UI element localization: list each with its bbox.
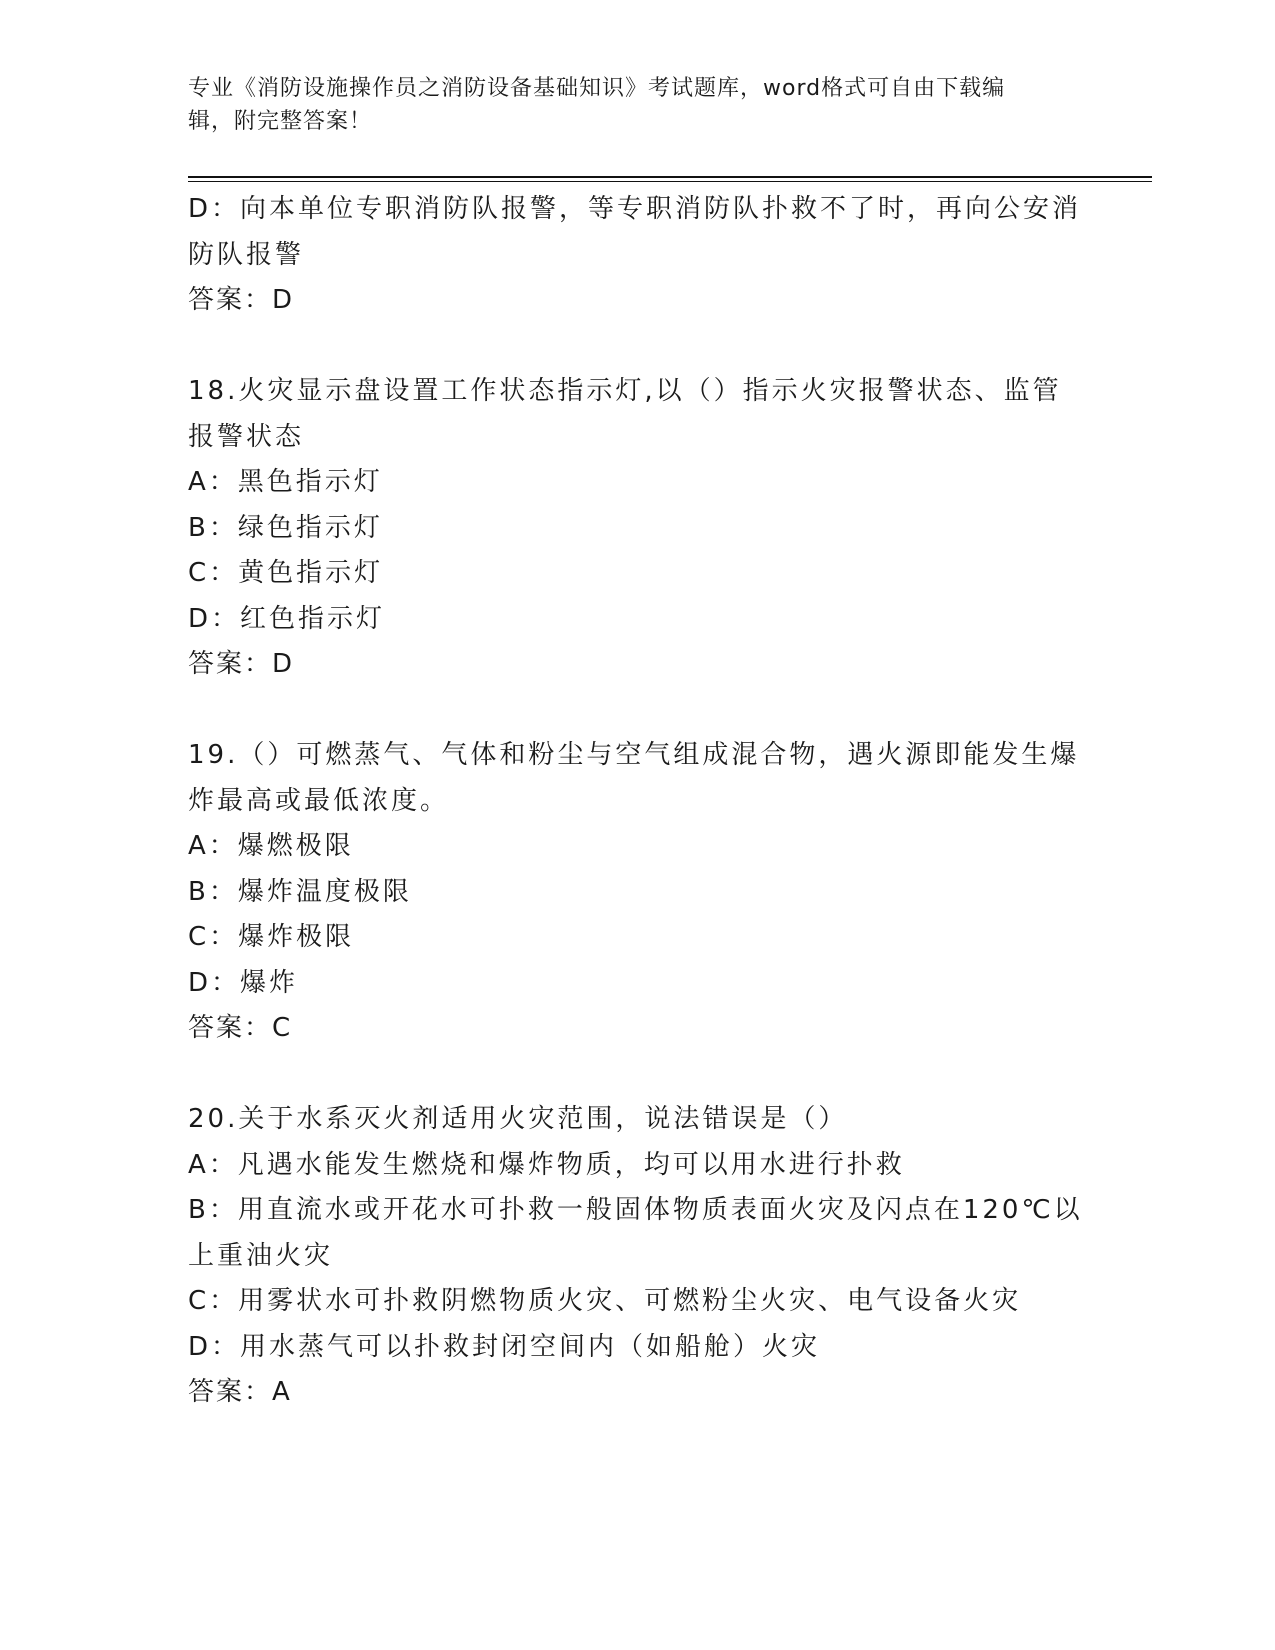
question-17-tail — [188, 187, 1088, 324]
option-c: C：黄色指示灯 — [188, 558, 384, 588]
option-d: D：爆炸 — [188, 967, 299, 998]
option-b-continued: 上重油火灾 — [188, 1240, 334, 1271]
option-b: B：绿色指示灯 — [188, 512, 383, 543]
answer: 答案：D — [188, 285, 295, 315]
spacer — [188, 324, 1088, 370]
option-d: D：向本单位专职消防队报警，等专职消防队扑救不了时，再向公安消 — [188, 194, 1082, 224]
question-18 — [188, 369, 1088, 688]
option-d: D：红色指示灯 — [188, 603, 386, 634]
question-stem: 18.火灾显示盘设置工作状态指示灯,以（）指示火灾报警状态、监管 — [188, 376, 1062, 406]
spacer — [188, 688, 1088, 734]
option-a: A：爆燃极限 — [188, 831, 354, 861]
header-line-1: 专业《消防设施操作员之消防设备基础知识》考试题库，word格式可自由下载编 — [188, 76, 1006, 101]
question-19 — [188, 733, 1088, 1052]
option-a: A：黑色指示灯 — [188, 467, 383, 497]
option-c: C：爆炸极限 — [188, 922, 355, 952]
header-line-2: 辑，附完整答案！ — [188, 109, 373, 134]
header-divider-thick — [188, 176, 1152, 178]
question-stem: 20.关于水系灭火剂适用火灾范围，说法错误是（） — [188, 1104, 848, 1134]
question-stem: 19.（）可燃蒸气、气体和粉尘与空气组成混合物，遇火源即能发生爆 — [188, 740, 1080, 770]
document-body — [188, 187, 1088, 1416]
header-divider-thin — [188, 181, 1152, 182]
answer: 答案：C — [188, 1013, 293, 1043]
question-stem-continued: 报警状态 — [188, 421, 305, 452]
option-b: B：用直流水或开花水可扑救一般固体物质表面火灾及闪点在120℃以 — [188, 1195, 1083, 1225]
spacer — [188, 1052, 1088, 1098]
question-stem-continued: 炸最高或最低浓度。 — [188, 785, 450, 816]
option-b: B：爆炸温度极限 — [188, 876, 412, 907]
answer: 答案：A — [188, 1377, 292, 1407]
option-c: C：用雾状水可扑救阴燃物质火灾、可燃粉尘火灾、电气设备火灾 — [188, 1286, 1022, 1316]
option-d: D：用水蒸气可以扑救封闭空间内（如船舱）火灾 — [188, 1331, 821, 1362]
option-d-continued: 防队报警 — [188, 239, 305, 270]
answer: 答案：D — [188, 649, 295, 679]
document-header — [188, 72, 1068, 138]
option-a: A：凡遇水能发生燃烧和爆炸物质，均可以用水进行扑救 — [188, 1149, 905, 1180]
question-20 — [188, 1097, 1088, 1416]
